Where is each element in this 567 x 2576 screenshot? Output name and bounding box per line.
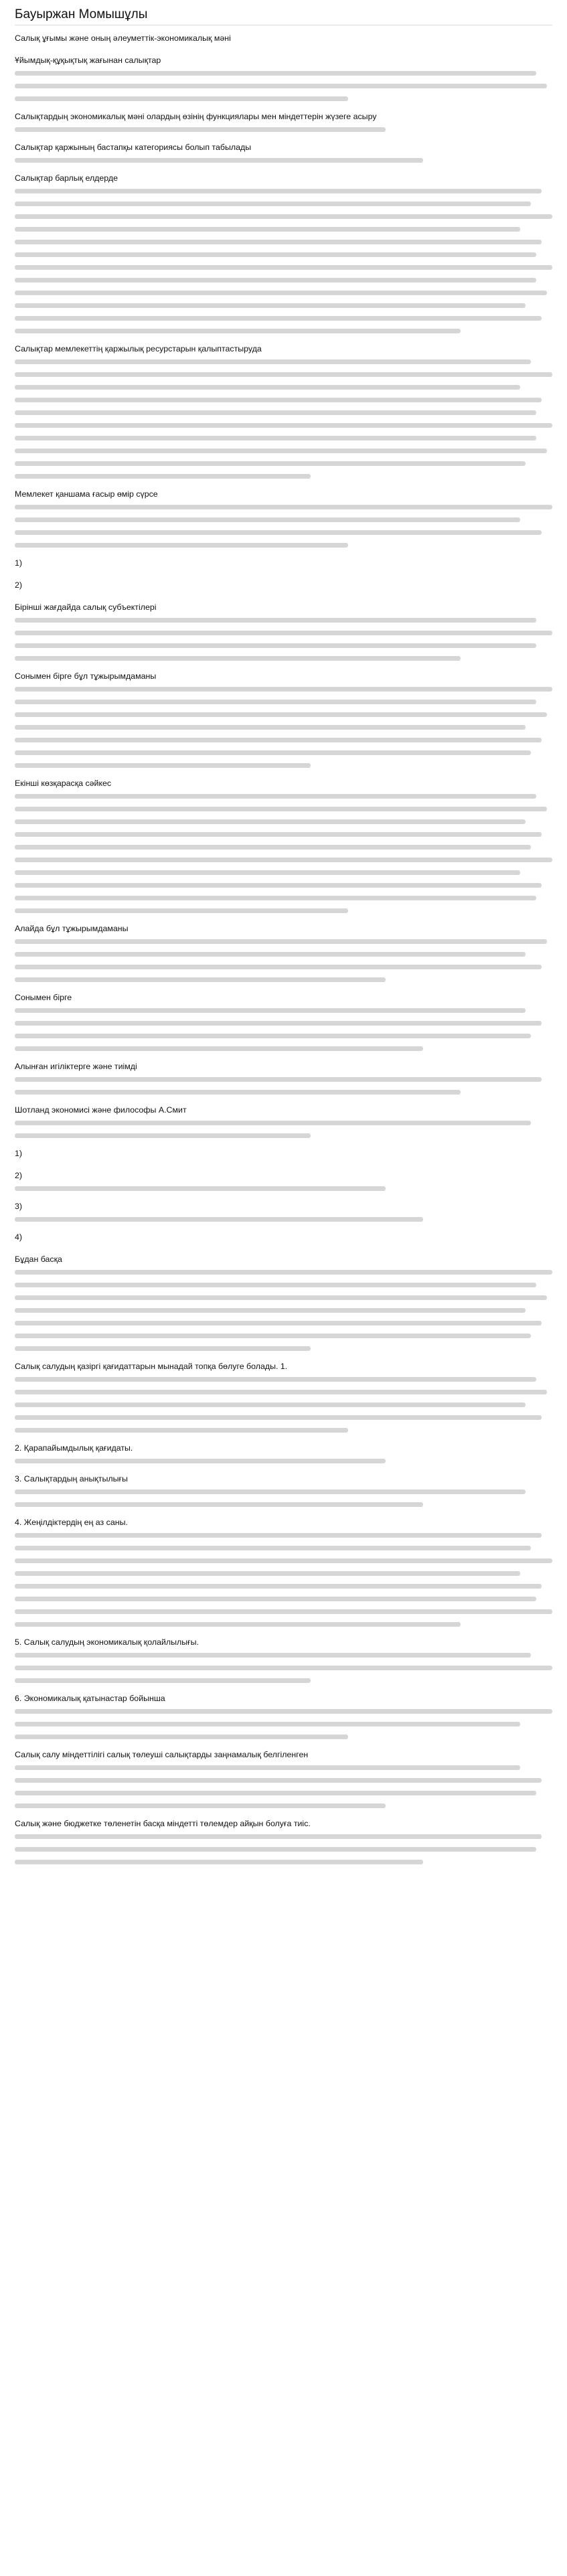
text-line-placeholder — [15, 1653, 531, 1658]
text-line-placeholder — [15, 1546, 531, 1550]
text-line-placeholder — [15, 883, 542, 888]
text-line-placeholder — [15, 1270, 552, 1275]
paragraph — [15, 1104, 552, 1138]
text-line-placeholder — [15, 858, 552, 862]
text-line-placeholder — [15, 687, 552, 692]
text-line-placeholder — [15, 1046, 423, 1051]
paragraph-text: Салық ұғымы және оның әлеуметтік-экономикалық мәні — [15, 33, 231, 43]
text-line-placeholder — [15, 303, 525, 308]
text-line-placeholder — [15, 1090, 461, 1095]
text-line-placeholder — [15, 359, 531, 364]
paragraph-text: 5. Салық салудың экономикалық қолайлылығы. — [15, 1637, 199, 1647]
text-line-placeholder — [15, 1791, 536, 1795]
text-line-placeholder — [15, 423, 552, 428]
text-line-placeholder — [15, 1765, 520, 1770]
text-line-placeholder — [15, 329, 461, 333]
text-line-placeholder — [15, 1295, 547, 1300]
paragraph-text: 1) — [15, 558, 23, 568]
text-line-placeholder — [15, 1709, 552, 1714]
text-line-placeholder — [15, 618, 536, 623]
text-line-placeholder — [15, 543, 348, 548]
text-line-placeholder — [15, 398, 542, 402]
paragraph-text: Салықтардың экономикалық мәні олардың өзінің функциялары мен міндеттерін жүзеге асыру — [15, 112, 377, 121]
text-line-placeholder — [15, 1597, 536, 1601]
paragraph — [15, 343, 552, 479]
paragraph — [15, 557, 552, 570]
paragraph — [15, 110, 552, 132]
paragraph — [15, 172, 552, 333]
paragraph — [15, 488, 552, 548]
paragraph — [15, 1060, 552, 1095]
paragraph-text: Алынған игіліктерге және тиімді — [15, 1062, 137, 1071]
text-line-placeholder — [15, 1321, 542, 1325]
text-line-placeholder — [15, 896, 536, 900]
paragraph — [15, 777, 552, 913]
paragraph-text: Салық салудың қазіргі қағидаттарын мынадай топқа бөлуге болады. 1. — [15, 1362, 288, 1371]
text-line-placeholder — [15, 1735, 348, 1739]
text-line-placeholder — [15, 1008, 525, 1013]
text-line-placeholder — [15, 84, 547, 88]
paragraph — [15, 1749, 552, 1808]
text-line-placeholder — [15, 530, 542, 535]
paragraph — [15, 1818, 552, 1864]
text-line-placeholder — [15, 252, 536, 257]
text-line-placeholder — [15, 316, 542, 321]
text-line-placeholder — [15, 96, 348, 101]
text-line-placeholder — [15, 291, 547, 295]
paragraph-text: 3. Салықтардың анықтылығы — [15, 1474, 128, 1483]
paragraph — [15, 1200, 552, 1222]
text-line-placeholder — [15, 436, 536, 440]
paragraph-text: Сонымен бірге бұл тұжырымдаманы — [15, 671, 157, 681]
text-line-placeholder — [15, 1308, 525, 1313]
text-line-placeholder — [15, 965, 542, 969]
text-line-placeholder — [15, 1803, 386, 1808]
text-line-placeholder — [15, 385, 520, 390]
text-line-placeholder — [15, 127, 386, 132]
text-line-placeholder — [15, 1678, 311, 1683]
text-line-placeholder — [15, 1571, 520, 1576]
text-line-placeholder — [15, 1334, 531, 1338]
text-line-placeholder — [15, 1415, 542, 1420]
paragraph-text: Салық салу міндеттілігі салық төлеуші салықтарды заңнамалық белгіленген — [15, 1750, 309, 1759]
paragraph — [15, 601, 552, 661]
paragraph-text: Алайда бұл тұжырымдаманы — [15, 924, 129, 933]
paragraph — [15, 1442, 552, 1463]
text-line-placeholder — [15, 738, 542, 742]
text-line-placeholder — [15, 265, 552, 270]
text-line-placeholder — [15, 71, 536, 76]
paragraph-text: 6. Экономикалық қатынастар бойынша — [15, 1694, 165, 1703]
paragraph — [15, 1360, 552, 1433]
text-line-placeholder — [15, 643, 536, 648]
text-line-placeholder — [15, 700, 536, 704]
text-line-placeholder — [15, 1490, 525, 1494]
paragraph — [15, 579, 552, 592]
paragraph — [15, 670, 552, 768]
paragraph-text: 2) — [15, 1171, 23, 1180]
paragraph-text: Салықтар қаржының бастапқы категориясы болып табылады — [15, 143, 252, 152]
text-line-placeholder — [15, 1186, 386, 1191]
text-line-placeholder — [15, 449, 547, 453]
paragraph-text: 3) — [15, 1202, 23, 1211]
text-line-placeholder — [15, 1558, 552, 1563]
text-line-placeholder — [15, 461, 525, 466]
text-line-placeholder — [15, 1459, 386, 1463]
text-line-placeholder — [15, 240, 542, 244]
text-line-placeholder — [15, 505, 552, 509]
text-line-placeholder — [15, 939, 547, 944]
text-line-placeholder — [15, 845, 531, 850]
paragraph — [15, 1636, 552, 1683]
paragraph — [15, 1473, 552, 1507]
paragraph-text: Салықтар мемлекеттің қаржылық ресурстарын қалыптастыруда — [15, 344, 262, 353]
paragraph — [15, 1231, 552, 1244]
text-line-placeholder — [15, 410, 536, 415]
paragraph — [15, 1147, 552, 1160]
paragraph-text: 4) — [15, 1232, 23, 1242]
text-line-placeholder — [15, 1533, 542, 1538]
text-line-placeholder — [15, 1021, 542, 1026]
text-line-placeholder — [15, 1133, 311, 1138]
paragraph-text: Екінші көзқарасқа сәйкес — [15, 779, 112, 788]
paragraph-text: Сонымен бірге — [15, 993, 72, 1002]
paragraph-text: 2. Қарапайымдылық қағидаты. — [15, 1443, 133, 1453]
text-line-placeholder — [15, 1666, 552, 1670]
text-line-placeholder — [15, 1847, 536, 1852]
text-line-placeholder — [15, 278, 536, 283]
text-line-placeholder — [15, 189, 542, 193]
paragraph — [15, 922, 552, 982]
text-line-placeholder — [15, 870, 520, 875]
text-line-placeholder — [15, 1622, 461, 1627]
paragraph-text: Бірінші жағдайда салық субъектілері — [15, 602, 157, 612]
paragraph-text: Шотланд экономисі және философы А.Смит — [15, 1105, 187, 1115]
text-line-placeholder — [15, 908, 348, 913]
text-line-placeholder — [15, 202, 531, 206]
text-line-placeholder — [15, 1609, 552, 1614]
text-line-placeholder — [15, 214, 552, 219]
paragraph — [15, 1692, 552, 1739]
text-line-placeholder — [15, 1502, 423, 1507]
paragraph-text: Салық және бюджетке төленетін басқа міндетті төлемдер айқын болуға тиіс. — [15, 1819, 311, 1828]
text-line-placeholder — [15, 1390, 547, 1394]
text-line-placeholder — [15, 794, 536, 799]
text-line-placeholder — [15, 832, 542, 837]
text-line-placeholder — [15, 750, 531, 755]
text-line-placeholder — [15, 1346, 311, 1351]
paragraph — [15, 1253, 552, 1351]
text-line-placeholder — [15, 517, 520, 522]
text-line-placeholder — [15, 1377, 536, 1382]
text-line-placeholder — [15, 1034, 531, 1038]
text-line-placeholder — [15, 712, 547, 717]
text-line-placeholder — [15, 977, 386, 982]
text-line-placeholder — [15, 1834, 542, 1839]
paragraph — [15, 141, 552, 163]
text-line-placeholder — [15, 1217, 423, 1222]
text-line-placeholder — [15, 227, 520, 232]
text-line-placeholder — [15, 372, 552, 377]
article-body — [15, 32, 552, 1864]
paragraph-text: 1) — [15, 1149, 23, 1158]
paragraph-text: Салықтар барлық елдерде — [15, 173, 118, 183]
text-line-placeholder — [15, 1121, 531, 1125]
text-line-placeholder — [15, 1283, 536, 1287]
paragraph-text: Мемлекет қаншама ғасыр өмір сүрсе — [15, 489, 158, 499]
page-title: Бауыржан Момышұлы — [15, 7, 552, 25]
paragraph-text: 2) — [15, 580, 23, 590]
text-line-placeholder — [15, 158, 423, 163]
paragraph-text: Бұдан басқа — [15, 1255, 62, 1264]
text-line-placeholder — [15, 1428, 348, 1433]
text-line-placeholder — [15, 807, 547, 811]
paragraph-text: 4. Жеңілдіктердің ең аз саны. — [15, 1518, 128, 1527]
paragraph-text: Ұйымдық-құқықтық жағынан салықтар — [15, 56, 161, 65]
paragraph — [15, 32, 552, 45]
paragraph — [15, 991, 552, 1051]
paragraph — [15, 1516, 552, 1627]
paragraph — [15, 54, 552, 101]
text-line-placeholder — [15, 763, 311, 768]
text-line-placeholder — [15, 656, 461, 661]
text-line-placeholder — [15, 474, 311, 479]
paragraph — [15, 1170, 552, 1191]
text-line-placeholder — [15, 819, 525, 824]
text-line-placeholder — [15, 1077, 542, 1082]
text-line-placeholder — [15, 1778, 542, 1783]
text-line-placeholder — [15, 952, 525, 957]
text-line-placeholder — [15, 1402, 525, 1407]
text-line-placeholder — [15, 631, 552, 635]
text-line-placeholder — [15, 1584, 542, 1589]
text-line-placeholder — [15, 725, 525, 730]
text-line-placeholder — [15, 1860, 423, 1864]
text-line-placeholder — [15, 1722, 520, 1726]
